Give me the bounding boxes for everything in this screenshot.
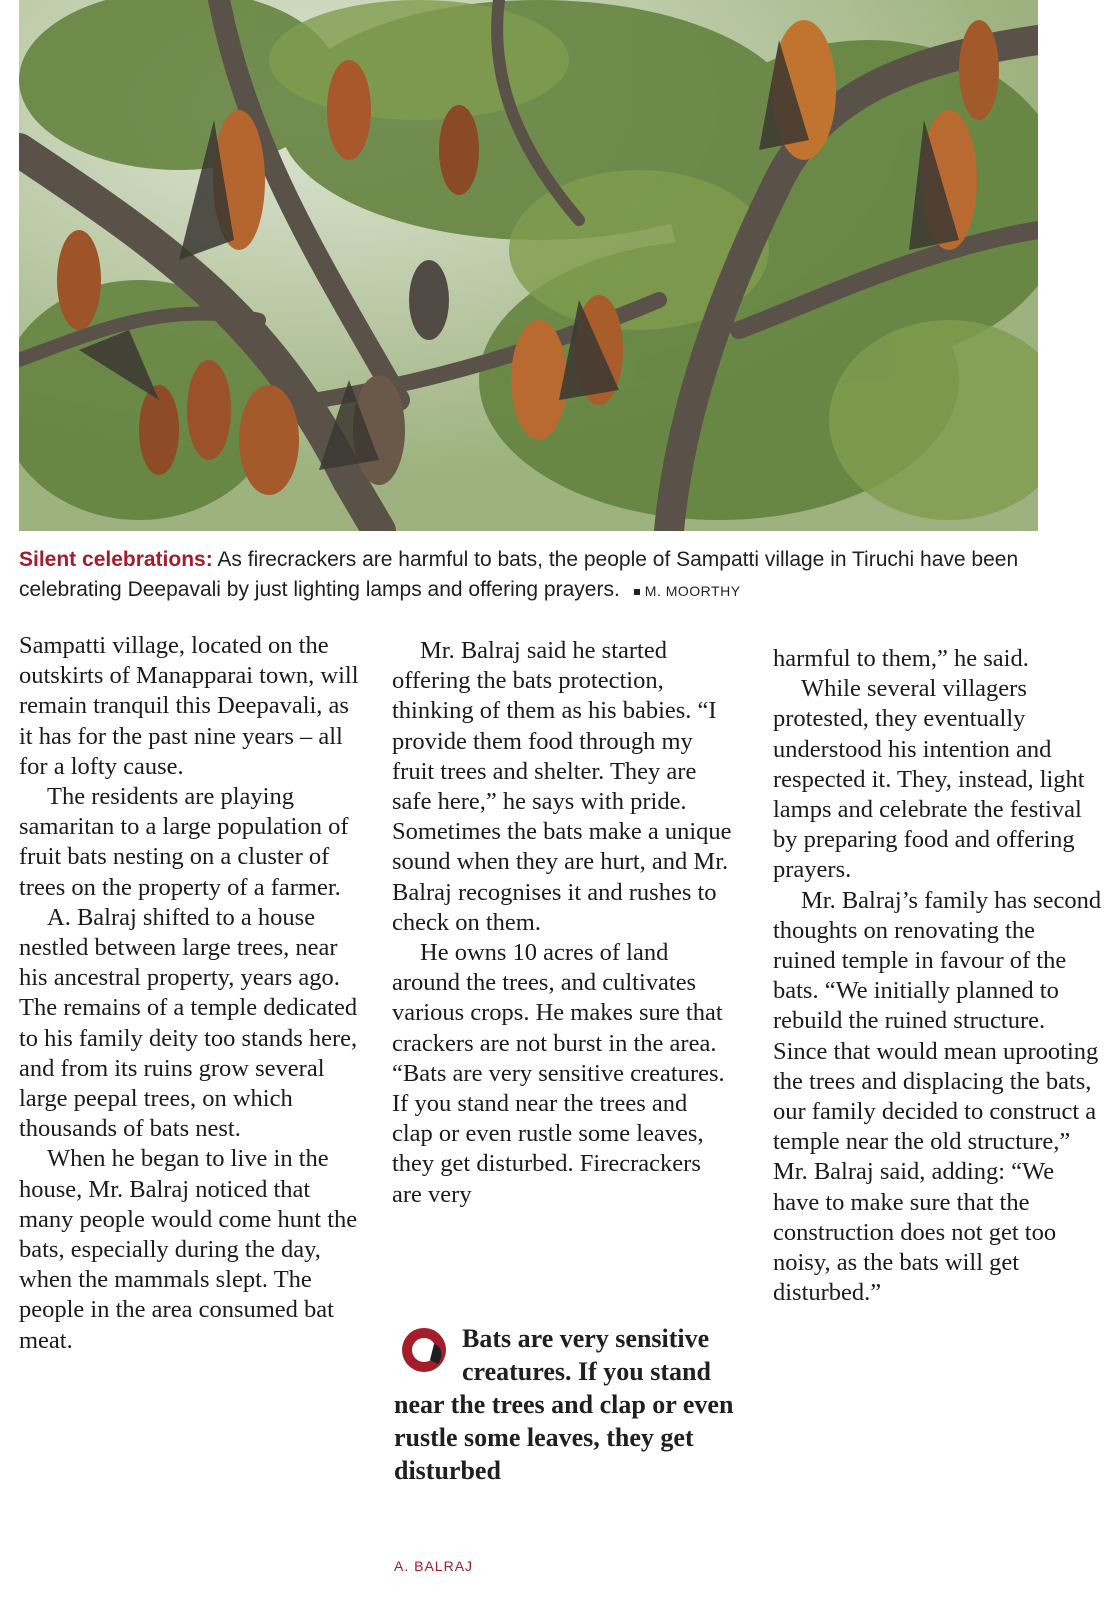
- caption-lead: Silent celebrations:: [19, 548, 213, 571]
- paragraph: Sampatti village, located on the outskirts of Manapparai town, will remain tranquil this Deepavali, as it has for the past nine years – all for a lofty cause.: [19, 632, 359, 780]
- photo-credit-name: M. MOORTHY: [644, 583, 741, 599]
- square-bullet-icon: [634, 589, 640, 595]
- paragraph: Mr. Balraj said he started offering the bats protection, thinking of them as his babies. “I provide them food through my fruit trees and shelter. They are safe here,” he says with pride. Sometimes the bats make a unique sound when they are hurt, and Mr. Balraj recognises it and rushes to check on them.: [392, 637, 732, 936]
- pull-quote-text: Bats are very sensitive creatures. If you stand near the trees and clap or even rustle some leaves, they get disturbed: [394, 1324, 734, 1485]
- paragraph: Mr. Balraj’s family has second thoughts on renovating the ruined temple in favour of the bats. “We initially planned to rebuild the ruined structure. Since that would mean uprooting the trees and displacing the bats, our family decided to construct a temple near the old structure,” Mr. Balraj said, adding: “We have to make sure that the construction does not get too noisy, as the bats will get disturbed.”: [773, 886, 1102, 1307]
- caption-text: As firecrackers are harmful to bats, the people of Sampatti village in Tiruchi have been celebrating Deepavali by just lighting lamps and offering prayers.: [19, 548, 1019, 601]
- article-column-2: [392, 636, 732, 1210]
- paragraph: The residents are playing samaritan to a large population of fruit bats nesting on a cluster of trees on the property of a farmer.: [19, 783, 349, 901]
- photo-caption: [19, 545, 1079, 606]
- article-column-1: [19, 631, 359, 1356]
- pull-quote-attribution: A. BALRAJ: [394, 1558, 474, 1574]
- bats-photo: [19, 0, 1038, 531]
- paragraph: harmful to them,” he said.: [773, 645, 1029, 672]
- pull-quote: [394, 1322, 734, 1487]
- paragraph: When he began to live in the house, Mr. Balraj noticed that many people would come hunt the bats, especially during the day, when the mammals slept. The people in the area consumed bat meat.: [19, 1145, 358, 1354]
- paragraph: A. Balraj shifted to a house nestled between large trees, near his ancestral property, years ago. The remains of a temple dedicated to his family deity too stands here, and from its ruins grow several large peepal trees, on which thousands of bats nest.: [19, 903, 358, 1143]
- photo-credit: [634, 583, 741, 599]
- bats-in-tree-image: [19, 0, 1038, 531]
- article-column-3: [773, 644, 1103, 1308]
- paragraph: While several villagers protested, they eventually understood his intention and respected it. They, instead, light lamps and celebrate the festival by preparing food and offering prayers.: [773, 675, 1085, 884]
- paragraph: He owns 10 acres of land around the trees, and cultivates various crops. He makes sure that crackers are not burst in the area. “Bats are very sensitive creatures. If you stand near the trees and clap or even rustle some leaves, they get disturbed. Firecrackers are very: [392, 939, 725, 1208]
- quote-mark-icon: [394, 1324, 454, 1376]
